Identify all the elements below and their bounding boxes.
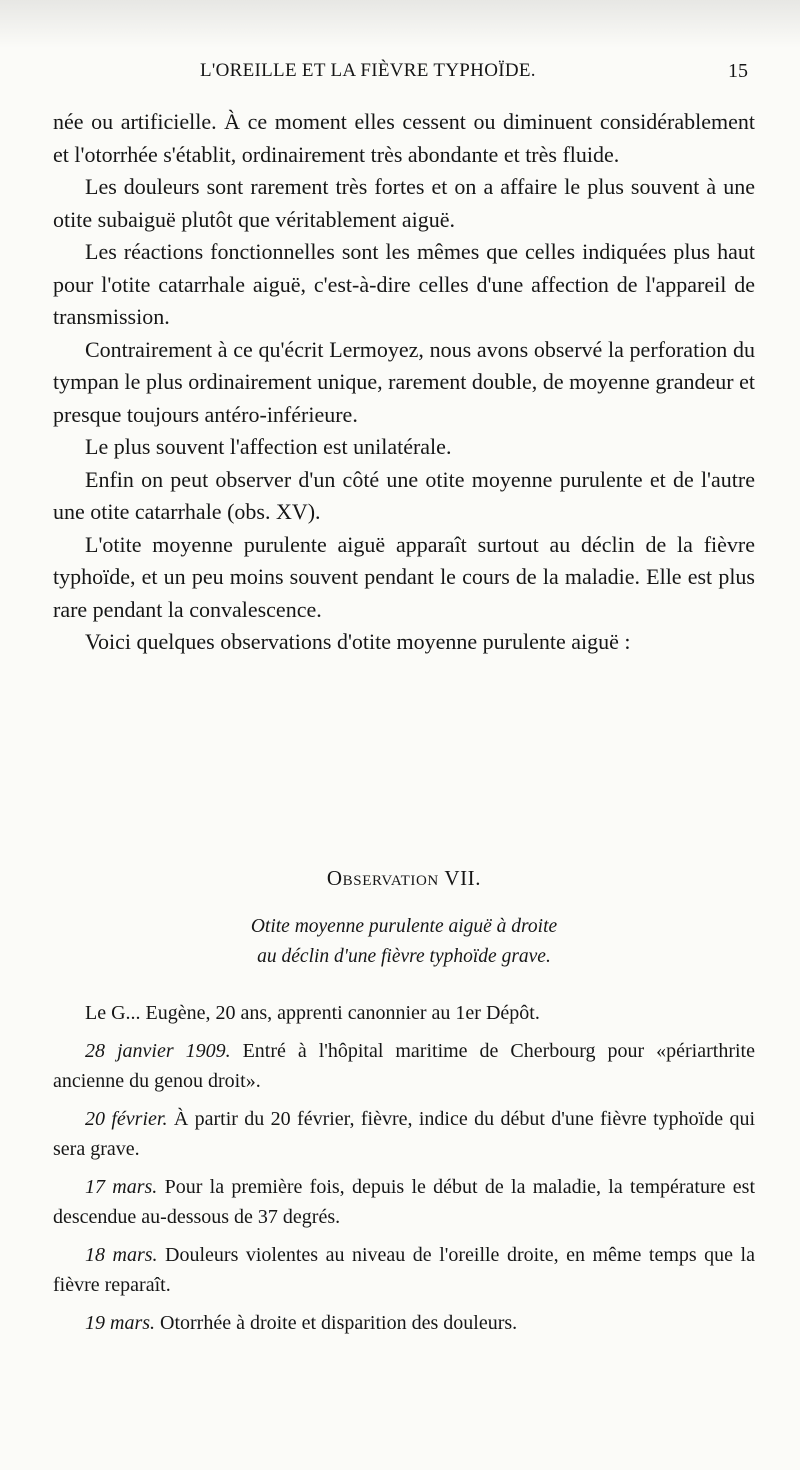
entry-date: 28 janvier 1909. — [85, 1040, 231, 1062]
running-head — [0, 60, 800, 90]
observation-subtitle-line: au déclin d'une fièvre typhoïde grave. — [257, 946, 551, 967]
observation-heading-text: Observation VII. — [326, 866, 482, 890]
observation-entry — [53, 1104, 755, 1164]
observation-entry — [53, 998, 755, 1028]
observation-subtitle-line: Otite moyenne purulente aiguë à droite — [250, 916, 558, 937]
observation-heading — [53, 866, 755, 891]
paragraph: Voici quelques observations d'otite moyenne purulente aiguë : — [85, 629, 631, 654]
paragraph: Les réactions fonctionnelles sont les mêmes que celles indiquées plus haut pour l'otite catarrhale aiguë, c'est-à-dire celles d'une affection de l'appareil de transmission. — [53, 239, 755, 329]
entry-text: Douleurs violentes au niveau de l'oreille droite, en même temps que la fièvre reparaît. — [53, 1244, 755, 1296]
entry-date: 19 mars. — [85, 1312, 156, 1334]
observation-entries — [53, 998, 755, 1346]
observation-entry — [53, 1172, 755, 1232]
page-number: 15 — [728, 60, 748, 82]
observation-entry — [53, 1240, 755, 1300]
entry-text: Entré à l'hôpital maritime de Cherbourg pour «périarthrite ancienne du genou droit». — [53, 1040, 755, 1092]
entry-text: Le G... Eugène, 20 ans, apprenti canonnier au 1er Dépôt. — [85, 1002, 540, 1024]
entry-text: À partir du 20 février, fièvre, indice du début d'une fièvre typhoïde qui sera grave. — [53, 1108, 756, 1160]
paragraph: L'otite moyenne purulente aiguë apparaît surtout au déclin de la fièvre typhoïde, et un peu moins souvent pendant le cours de la maladie. Elle est plus rare pendant la convalescence. — [53, 531, 755, 622]
entry-text: Pour la première fois, depuis le début de la maladie, la température est descendue au-dessous de 37 degrés. — [53, 1176, 756, 1228]
entry-date: 17 mars. — [85, 1176, 158, 1198]
entry-text: Otorrhée à droite et disparition des douleurs. — [155, 1312, 518, 1334]
paragraph: Les douleurs sont rarement très fortes et on a affaire le plus souvent à une otite subaiguë plutôt que véritablement aiguë. — [53, 174, 755, 232]
paragraph: née ou artificielle. À ce moment elles cessent ou diminuent considérablement et l'otorrhée s'établit, ordinairement très abondante et très fluide. — [53, 109, 755, 167]
paragraph: Enfin on peut observer d'un côté une otite moyenne purulente et de l'autre une otite catarrhale (obs. XV). — [53, 466, 755, 524]
observation-entry — [53, 1036, 755, 1096]
running-title: L'OREILLE ET LA FIÈVRE TYPHOÏDE. — [200, 60, 536, 81]
paragraph: Le plus souvent l'affection est unilatérale. — [85, 434, 452, 459]
entry-date: 20 février. — [85, 1108, 168, 1130]
body-text — [53, 106, 755, 659]
paragraph: Contrairement à ce qu'écrit Lermoyez, nous avons observé la perforation du tympan le plus ordinairement unique, rarement double, de moyenne grandeur et presque toujours antéro-inférieure. — [53, 336, 755, 427]
observation-subtitle — [53, 912, 755, 972]
observation-entry — [53, 1308, 755, 1338]
entry-date: 18 mars. — [85, 1244, 158, 1266]
